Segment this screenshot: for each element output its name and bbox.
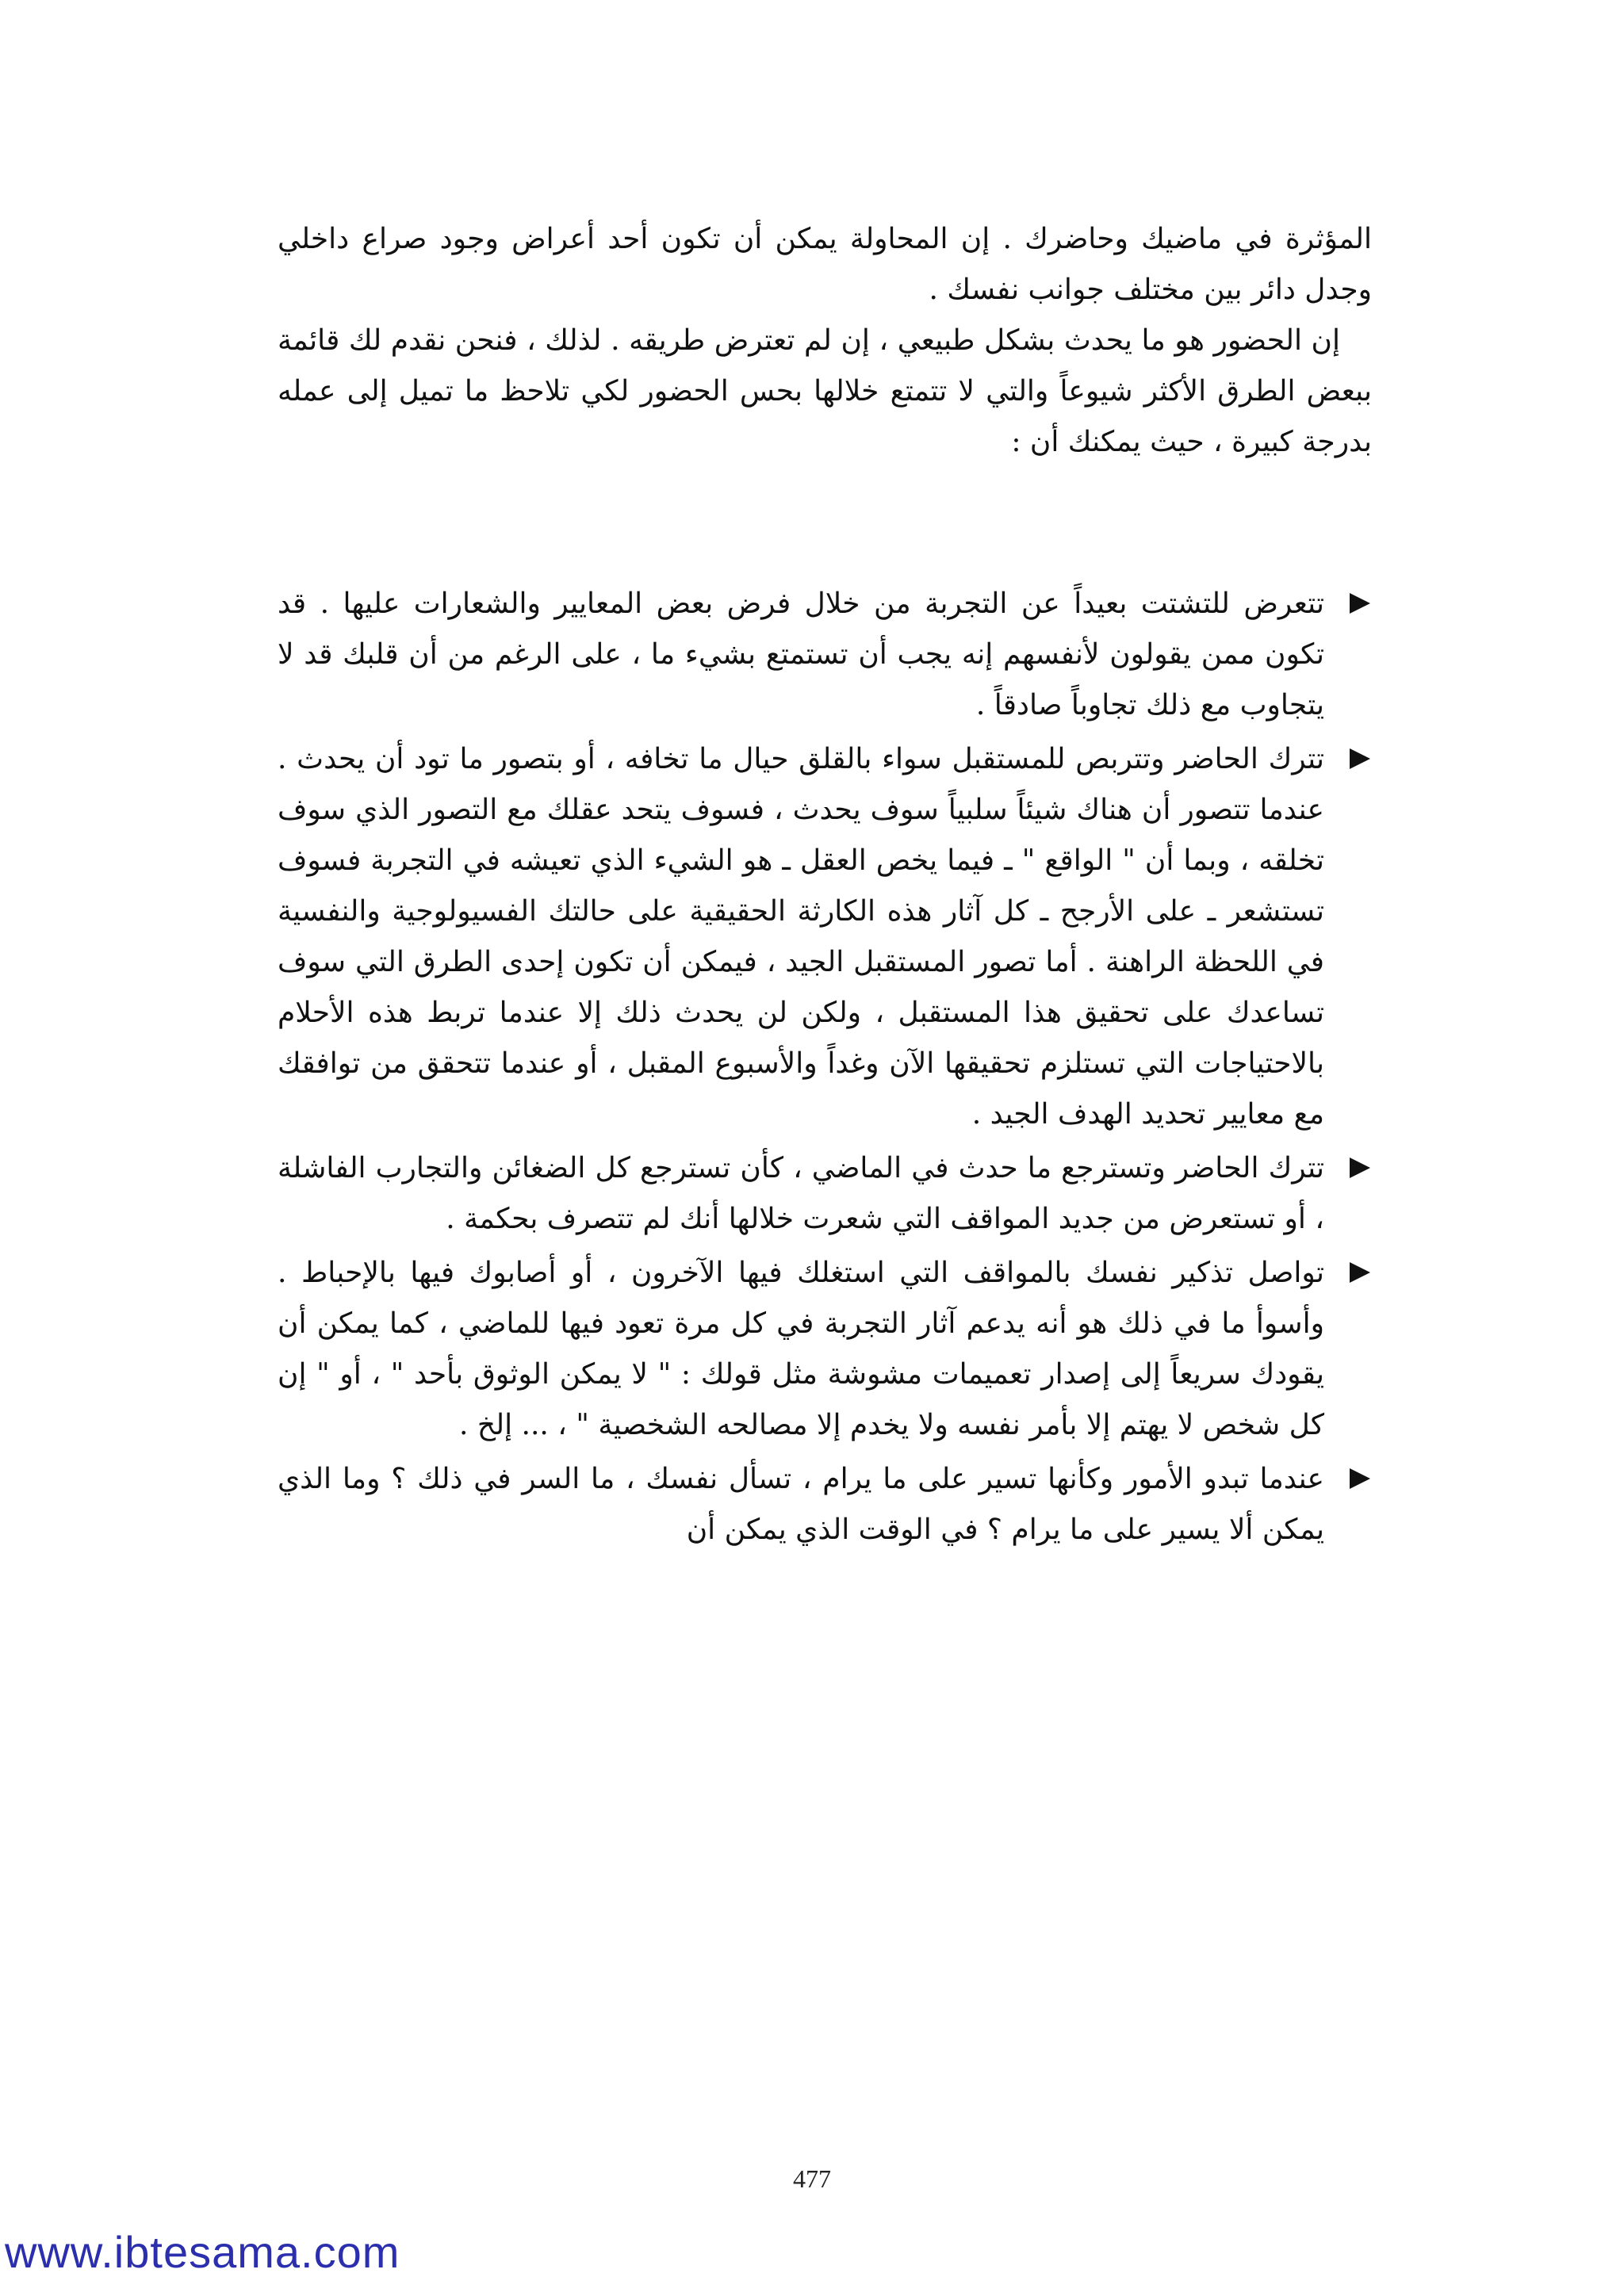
site-watermark: www.ibtesama.com bbox=[5, 2227, 400, 2277]
list-item bbox=[278, 1143, 1372, 1245]
intro-paragraph-1: المؤثرة في ماضيك وحاضرك . إن المحاولة يمكن أن تكون أحد أعراض وجود صراع داخلي وجدل دائر بين مختلف جوانب نفسك . bbox=[278, 223, 1372, 306]
list-item-text: تترك الحاضر وتتربص للمستقبل سواء بالقلق حيال ما تخافه ، أو بتصور ما تود أن يحدث . عندما تتصور أن هناك شيئاً سلبياً سوف يحدث ، فسوف يتحد عقلك مع التصور الذي سوف تخلقه ، وبما أن " الواقع " ـ فيما يخص العقل ـ هو الشيء الذي تعيشه في التجربة فسوف تستشعر ـ على الأرجح ـ كل آثار هذه الكارثة الحقيقية على حالتك الفسيولوجية والنفسية في اللحظة الراهنة . أما تصور المستقبل الجيد ، فيمكن أن تكون إحدى الطرق التي سوف تساعدك على تحقيق هذا المستقبل ، ولكن لن يحدث ذلك إلا عندما تربط هذه الأحلام بالاحتياجات التي تستلزم تحقيقها الآن وغداً والأسبوع المقبل ، أو عندما تتحقق من توافقك مع معايير تحديد الهدف الجيد . bbox=[278, 743, 1325, 1131]
triangle-bullet-icon bbox=[1350, 1468, 1370, 1489]
page-number: 477 bbox=[793, 2164, 831, 2193]
bullet-list bbox=[278, 579, 1372, 1559]
triangle-bullet-icon bbox=[1350, 748, 1370, 769]
list-item-text: تترك الحاضر وتسترجع ما حدث في الماضي ، كأن تسترجع كل الضغائن والتجارب الفاشلة ، أو تستعرض من جديد المواقف التي شعرت خلالها أنك لم تتصرف بحكمة . bbox=[278, 1152, 1324, 1235]
list-item-text: تتعرض للتشتت بعيداً عن التجربة من خلال فرض بعض المعايير والشعارات عليها . قد تكون ممن يقولون لأنفسهم إنه يجب أن تستمتع بشيء ما ، على الرغم من أن قلبك قد لا يتجاوب مع ذلك تجاوباً صادقاً . bbox=[278, 587, 1324, 721]
list-item-text: تواصل تذكير نفسك بالمواقف التي استغلك فيها الآخرون ، أو أصابوك فيها بالإحباط . وأسوأ ما في ذلك هو أنه يدعم آثار التجربة في كل مرة تعود فيها للماضي ، كما يمكن أن يقودك سريعاً إلى إصدار تعميمات مشوشة مثل قولك : " لا يمكن الوثوق بأحد " ، أو " إن كل شخص لا يهتم إلا بأمر نفسه ولا يخدم إلا مصالحه الشخصية " ، ... إلخ . bbox=[278, 1257, 1324, 1441]
triangle-bullet-icon bbox=[1350, 1262, 1370, 1283]
triangle-bullet-icon bbox=[1350, 593, 1370, 614]
list-item bbox=[278, 1454, 1372, 1556]
list-item-text: عندما تبدو الأمور وكأنها تسير على ما يرام ، تسأل نفسك ، ما السر في ذلك ؟ وما الذي يمكن ألا يسير على ما يرام ؟ في الوقت الذي يمكن أن bbox=[278, 1463, 1324, 1546]
list-item bbox=[278, 734, 1372, 1140]
list-item bbox=[278, 579, 1372, 731]
list-item bbox=[278, 1248, 1372, 1451]
intro-paragraph-2: إن الحضور هو ما يحدث بشكل طبيعي ، إن لم تعترض طريقه . لذلك ، فنحن نقدم لك قائمة ببعض الطرق الأكثر شيوعاً والتي لا تتمتع خلالها بحس الحضور لكي تلاحظ ما تميل إلى عمله بدرجة كبيرة ، حيث يمكنك أن : bbox=[278, 324, 1372, 458]
triangle-bullet-icon bbox=[1350, 1158, 1370, 1178]
intro-paragraphs bbox=[278, 214, 1372, 468]
